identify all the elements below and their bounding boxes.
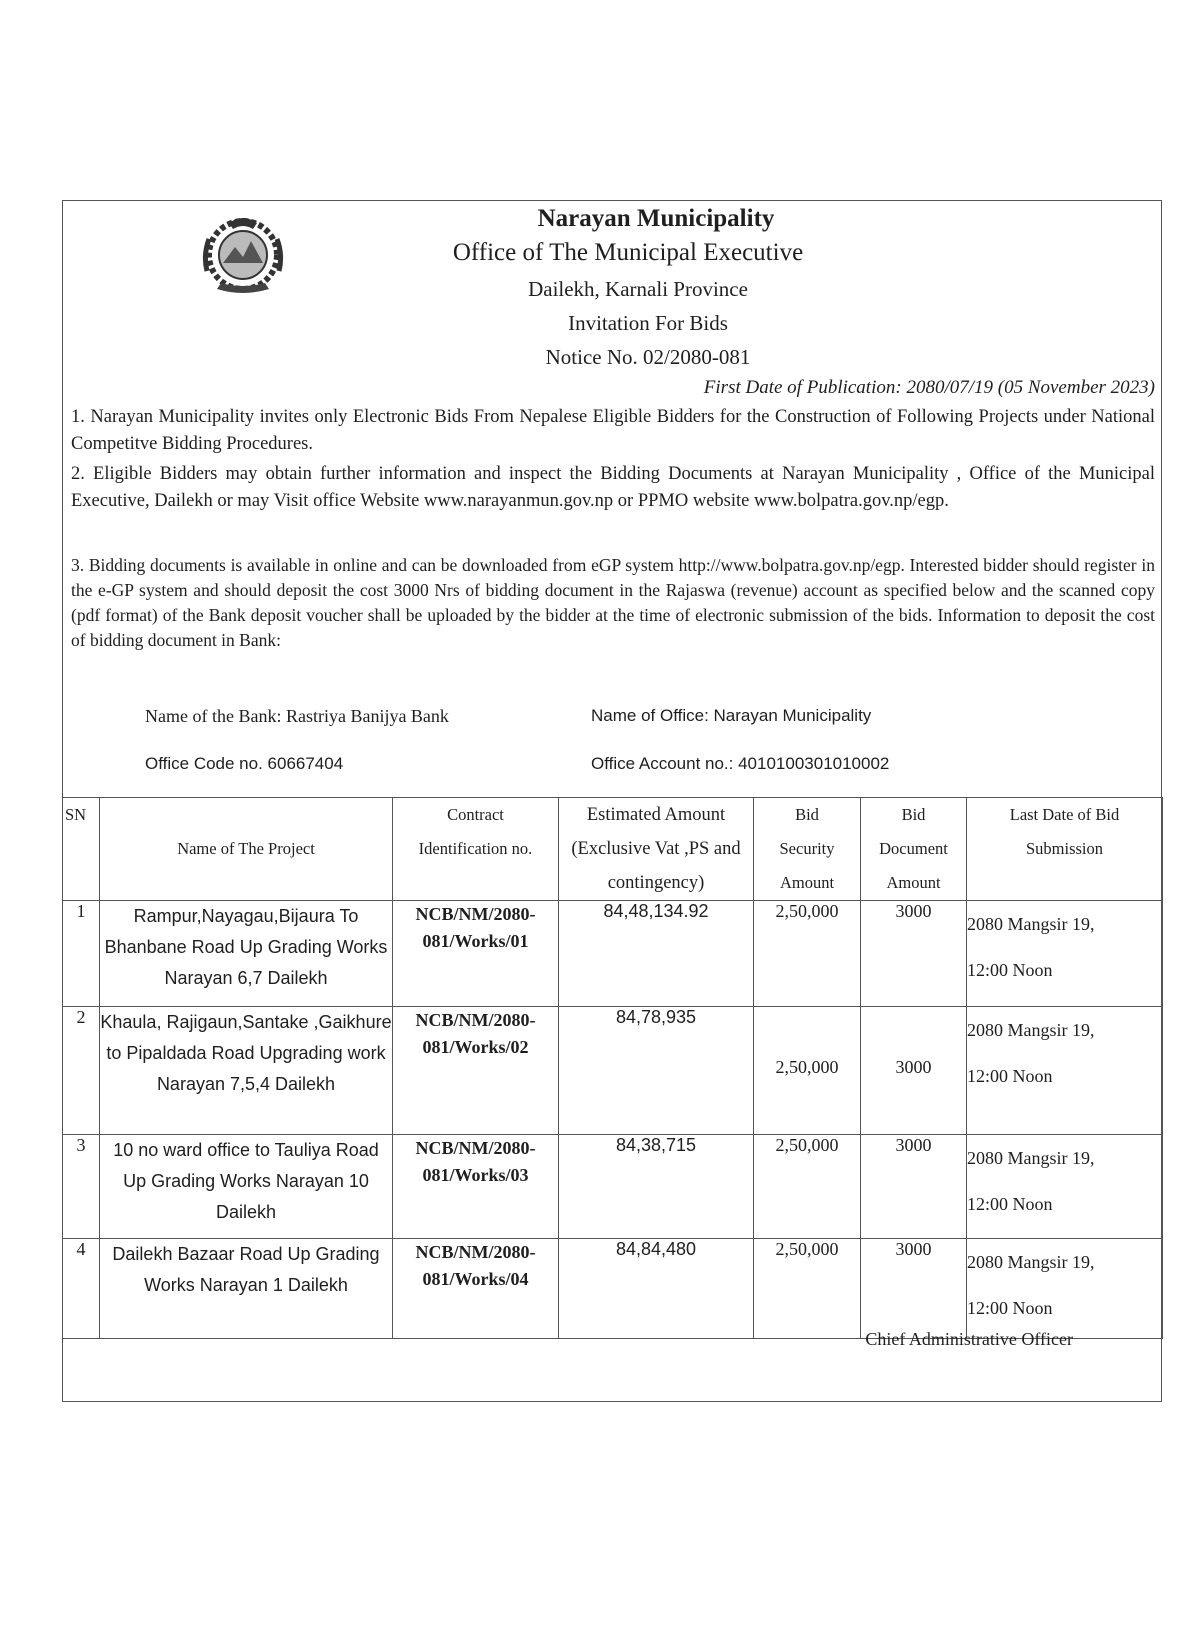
municipality-title: Narayan Municipality [537, 205, 775, 232]
row-estimate: 84,38,715 [559, 1135, 754, 1239]
row-estimate: 84,78,935 [559, 1007, 754, 1135]
invitation-heading: Invitation For Bids [568, 311, 728, 335]
header-contract-line1: Contract [447, 805, 504, 824]
table-row [63, 1007, 1163, 1135]
row-security: 2,50,000 [754, 1135, 861, 1239]
row-last-date-time: 12:00 Noon [967, 960, 1053, 980]
publication-date: First Date of Publication: 2080/07/19 (05 November 2023) [703, 377, 1155, 398]
table-row [63, 901, 1163, 1007]
row-last-date-day: 2080 Mangsir 19, [967, 1148, 1095, 1168]
row-last-date [967, 901, 1163, 1007]
header-contract-line2: Identification no. [418, 839, 533, 858]
office-name-bank: Name of Office: Narayan Municipality [591, 706, 872, 725]
row-last-date-day: 2080 Mangsir 19, [967, 1252, 1095, 1272]
row-sn: 3 [63, 1135, 100, 1239]
header-name: Name of The Project [100, 798, 393, 901]
row-contract-id: NCB/NM/2080-081/Works/04 [393, 1239, 559, 1339]
header-estimate-line2: (Exclusive Vat ,PS and [571, 839, 741, 859]
row-project-name: Rampur,Nayagau,Bijaura To Bhanbane Road Up Grading Works Narayan 6,7 Dailekh [100, 901, 393, 1007]
row-document: 3000 [861, 1239, 967, 1339]
paragraph-2: 2. Eligible Bidders may obtain further information and inspect the Bidding Documents at Narayan Municipality , Office of the Municipal Executive, Dailekh or may Visit office Website www.narayanmun.gov.np or PPMO website www.bolpatra.gov.np/egp. [71, 464, 1155, 511]
office-name: Office of The Municipal Executive [452, 239, 804, 266]
table-row [63, 1239, 1163, 1339]
table-header-row [63, 798, 1163, 901]
row-document: 3000 [861, 901, 967, 1007]
row-document: 3000 [861, 1135, 967, 1239]
row-estimate: 84,48,134.92 [559, 901, 754, 1007]
row-sn: 2 [63, 1007, 100, 1135]
header-document-line3: Amount [886, 873, 941, 892]
row-last-date-time: 12:00 Noon [967, 1298, 1053, 1318]
bank-name: Name of the Bank: Rastriya Banijya Bank [145, 706, 449, 726]
row-last-date-day: 2080 Mangsir 19, [967, 914, 1095, 934]
account-number: Office Account no.: 4010100301010002 [591, 754, 890, 773]
row-sn: 1 [63, 901, 100, 1007]
row-estimate: 84,84,480 [559, 1239, 754, 1339]
header-last-line1: Last Date of Bid [1009, 805, 1120, 824]
row-contract-id: NCB/NM/2080-081/Works/03 [393, 1135, 559, 1239]
table-row [63, 1135, 1163, 1239]
row-contract-id: NCB/NM/2080-081/Works/01 [393, 901, 559, 1007]
signature-title: Chief Administrative Officer [865, 1329, 1073, 1349]
notice-number: Notice No. 02/2080-081 [545, 345, 751, 369]
header-security-line2: Security [779, 839, 835, 858]
header-document-line1: Bid [901, 805, 926, 824]
row-last-date-time: 12:00 Noon [967, 1194, 1053, 1214]
header-estimate-line1: Estimated Amount [586, 805, 726, 825]
row-contract-id: NCB/NM/2080-081/Works/02 [393, 1007, 559, 1135]
header-document-line2: Document [879, 839, 948, 858]
row-last-date [967, 1007, 1163, 1135]
row-last-date [967, 1135, 1163, 1239]
row-security: 2,50,000 [754, 901, 861, 1007]
row-document: 3000 [861, 1007, 967, 1135]
header-document [861, 798, 967, 901]
paragraph-3: 3. Bidding documents is available in online and can be downloaded from eGP system http://www.bolpatra.gov.np/egp. Interested bidder should register in the e-GP system and should deposit the cost 3000 Nrs of bidding document in the Rajaswa (revenue) account as specified below and the scanned copy (pdf format) of the Bank deposit voucher shall be uploaded by the bidder at the time of electronic submission of the bids. Information to deposit the cost of bidding document in Bank: [71, 555, 1155, 650]
header-last-line2: Submission [1025, 839, 1104, 858]
paragraph-1: 1. Narayan Municipality invites only Electronic Bids From Nepalese Eligible Bidders for the Construction of Following Projects under National Competitve Bidding Procedures. [71, 407, 1155, 454]
row-last-date-day: 2080 Mangsir 19, [967, 1020, 1095, 1040]
row-project-name: 10 no ward office to Tauliya Road Up Grading Works Narayan 10 Dailekh [100, 1135, 393, 1239]
row-last-date [967, 1239, 1163, 1339]
row-last-date-time: 12:00 Noon [967, 1066, 1053, 1086]
row-security: 2,50,000 [754, 1239, 861, 1339]
row-project-name: Dailekh Bazaar Road Up Grading Works Narayan 1 Dailekh [100, 1239, 393, 1339]
bid-notice [62, 200, 1162, 1402]
header-sn: SN [63, 798, 100, 901]
header-estimate-line3: contingency) [607, 873, 705, 893]
header-estimate [559, 798, 754, 901]
header-contract [393, 798, 559, 901]
district-line: Dailekh, Karnali Province [528, 277, 748, 301]
header-security-line3: Amount [779, 873, 835, 892]
header-security-line1: Bid [795, 805, 819, 824]
row-sn: 4 [63, 1239, 100, 1339]
header-last-date [967, 798, 1163, 901]
row-security: 2,50,000 [754, 1007, 861, 1135]
row-project-name: Khaula, Rajigaun,Santake ,Gaikhure to Pipaldada Road Upgrading work Narayan 7,5,4 Dailekh [100, 1007, 393, 1135]
header-security [754, 798, 861, 901]
bids-table [62, 797, 1163, 1339]
office-code: Office Code no. 60667404 [145, 754, 344, 773]
